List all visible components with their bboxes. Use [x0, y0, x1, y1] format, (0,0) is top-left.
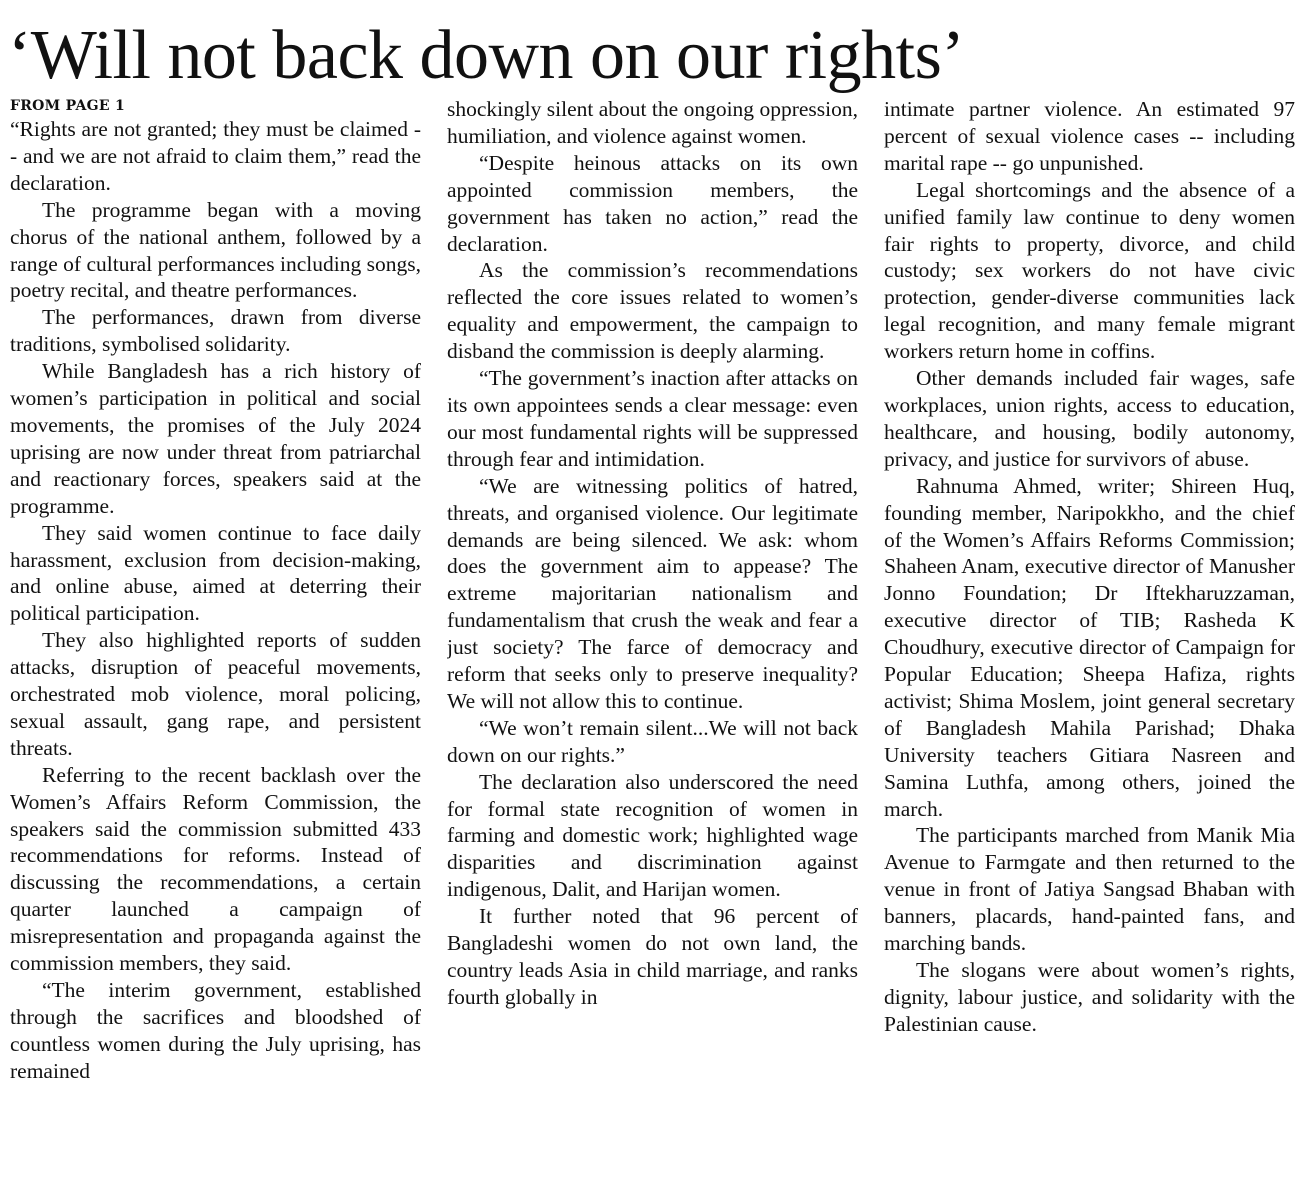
paragraph: “The interim government, established through the sacrifices and bloodshed of countless women during the July uprising, has remained [10, 978, 421, 1083]
paragraph: Other demands included fair wages, safe workplaces, union rights, access to education, healthcare, and housing, bodily autonomy, privacy, and justice for survivors of abuse. [884, 366, 1295, 471]
paragraph: As the commission’s recommendations reflected the core issues related to women’s equality and empowerment, the campaign to disband the commission is deeply alarming. [447, 258, 858, 364]
kicker-from-page: FROM PAGE 1 [10, 98, 126, 114]
paragraph: The declaration also underscored the need for formal state recognition of women in farming and domestic work; highlighted wage disparities and discrimination against indigenous, Dalit, and Harijan women. [447, 769, 858, 902]
paragraph: “We won’t remain silent...We will not back down on our rights.” [447, 715, 858, 767]
paragraph: They also highlighted reports of sudden attacks, disruption of peaceful movements, orchestrated mob violence, moral policing, sexual assault, gang rape, and persistent threats. [10, 628, 421, 760]
paragraph: “Rights are not granted; they must be claimed -- and we are not afraid to claim them,” read the declaration. [10, 117, 421, 195]
paragraph: They said women continue to face daily harassment, exclusion from decision-making, and online abuse, aimed at deterring their political participation. [10, 520, 421, 626]
paragraph: “The government’s inaction after attacks on its own appointees sends a clear message: even our most fundamental rights will be suppressed through fear and intimidation. [447, 366, 858, 471]
article-headline: ‘Will not back down on our rights’ [8, 17, 965, 94]
column-3 [884, 96, 1295, 1184]
paragraph: The participants marched from Manik Mia Avenue to Farmgate and then returned to the venue in front of Jatiya Sangsad Bhaban with banners, placards, hand-painted fans, and marching bands. [884, 823, 1295, 956]
paragraph: Rahnuma Ahmed, writer; Shireen Huq, founding member, Naripokkho, and the chief of the Women’s Affairs Reforms Commission; Shaheen Anam, executive director of Manusher Jonno Foundation; Dr Iftekharuzzaman, executive director of TIB; Rasheda K Choudhury, executive director of Campaign for Popular Education; Sheepa Hafiza, rights activist; Shima Moslem, joint general secretary of Bangladesh Mahila Parishad; Dhaka University teachers Gitiara Nasreen and Samina Luthfa, among others, joined the march. [884, 473, 1295, 821]
paragraph-continued: shockingly silent about the ongoing oppression, humiliation, and violence against women. [447, 97, 858, 148]
column-2 [447, 96, 858, 1184]
paragraph: The slogans were about women’s rights, dignity, labour justice, and solidarity with the Palestinian cause. [884, 958, 1295, 1036]
paragraph: “We are witnessing politics of hatred, threats, and organised violence. Our legitimate demands are being silenced. We ask: whom does the government aim to appease? The extreme majoritarian nationalism and fundamentalism that crush the weak and fear a just society? The farce of democracy and reform that seeks only to preserve inequality? We will not allow this to continue. [447, 473, 858, 713]
paragraph: “Despite heinous attacks on its own appointed commission members, the government has taken no action,” read the declaration. [447, 150, 858, 256]
paragraph: It further noted that 96 percent of Bangladeshi women do not own land, the country leads Asia in child marriage, and ranks fourth globally in [447, 904, 858, 1009]
paragraph: Legal shortcomings and the absence of a unified family law continue to deny women fair rights to property, divorce, and child custody; sex workers do not have civic protection, gender-diverse communities lack legal recognition, and many female migrant workers return home in coffins. [884, 177, 1295, 364]
paragraph: The performances, drawn from diverse traditions, symbolised solidarity. [10, 305, 421, 357]
paragraph: While Bangladesh has a rich history of women’s participation in political and social movements, the promises of the July 2024 uprising are now under threat from patriarchal and reactionary forces, speakers said at the programme. [10, 359, 421, 518]
paragraph: Referring to the recent backlash over the Women’s Affairs Reform Commission, the speakers said the commission submitted 433 recommendations for reforms. Instead of discussing the recommendations, a certain quarter launched a campaign of misrepresentation and propaganda against the commission members, they said. [10, 762, 421, 976]
column-1 [10, 96, 421, 1184]
article-body [10, 96, 1296, 1184]
paragraph: The programme began with a moving chorus of the national anthem, followed by a range of cultural performances including songs, poetry recital, and theatre performances. [10, 197, 421, 303]
paragraph-continued: intimate partner violence. An estimated 97 percent of sexual violence cases -- including marital rape -- go unpunished. [884, 97, 1295, 175]
